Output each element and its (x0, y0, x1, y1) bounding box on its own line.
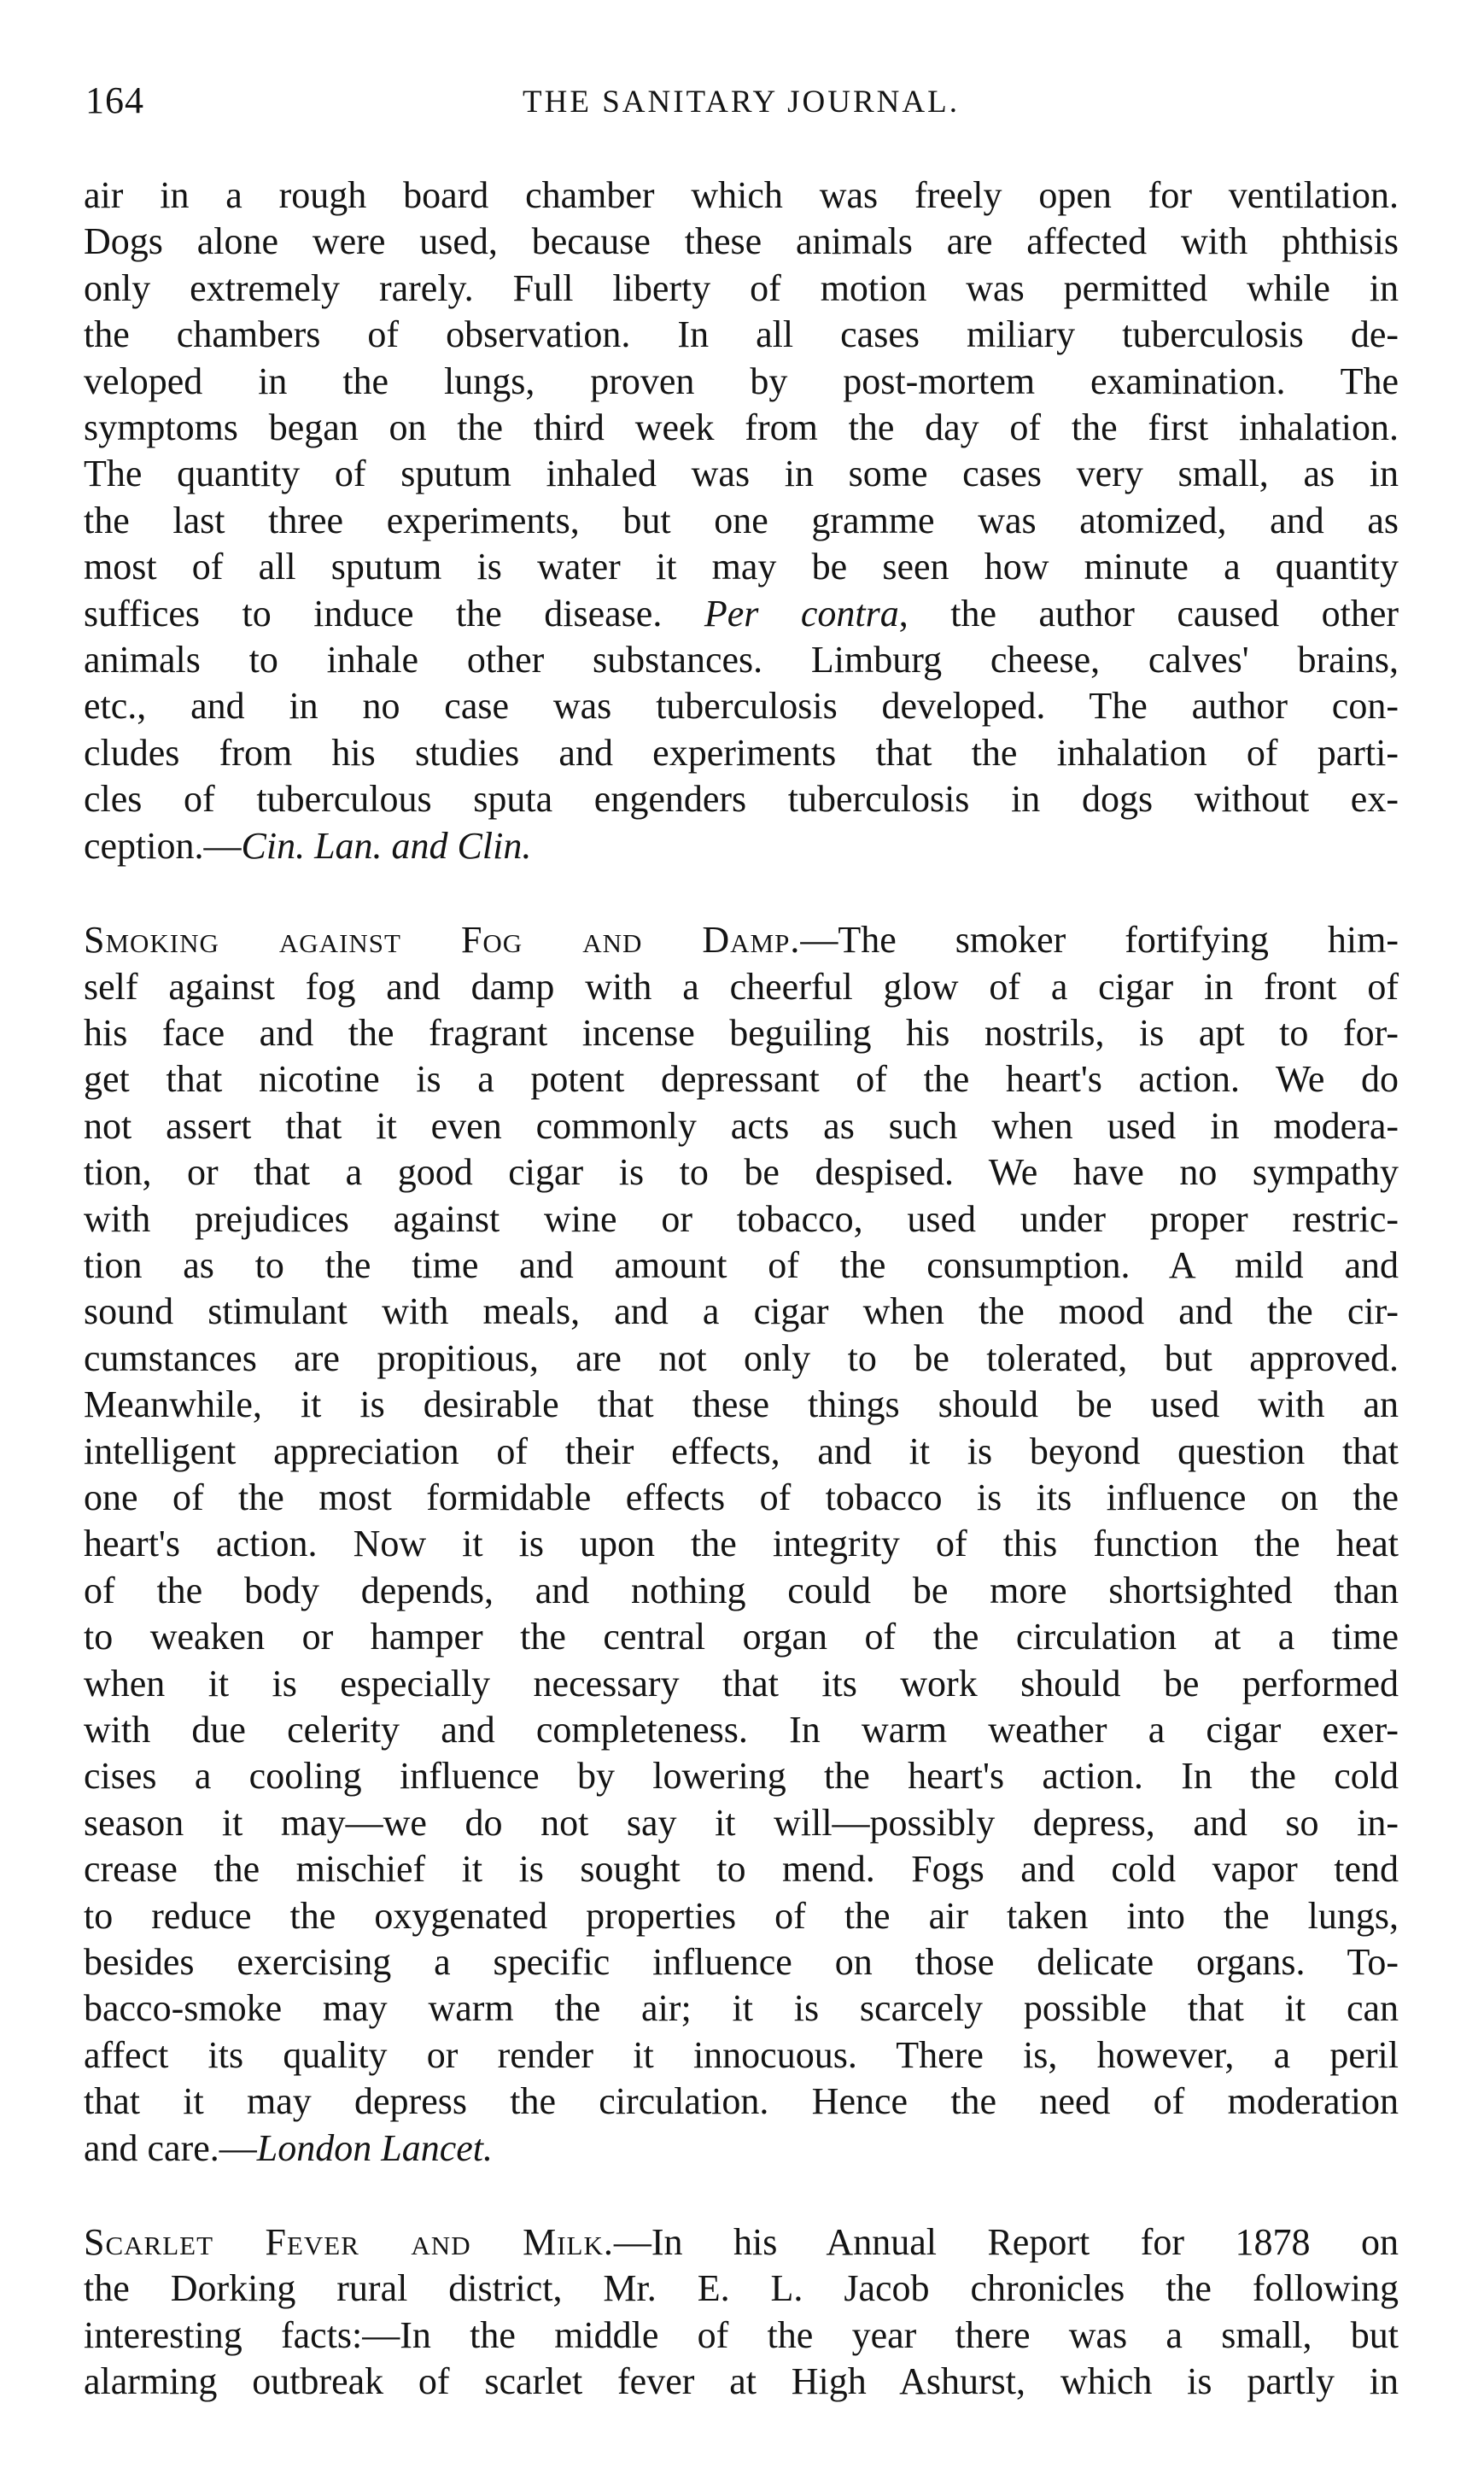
text-segment: —In his Annual Report for 1878 on (613, 2221, 1399, 2264)
text-segment: —The smoker fortifying him- (800, 919, 1399, 962)
text-line: to reduce the oxygenated properties of the air taken into the lungs, (84, 1894, 1399, 1937)
journal-title: THE SANITARY JOURNAL. (523, 85, 960, 120)
text-line (84, 823, 1399, 869)
text-line: one of the most formidable effects of tobacco is its influence on the (84, 1476, 1399, 1518)
text-line: sound stimulant with meals, and a cigar when the mood and the cir- (84, 1290, 1399, 1333)
text-line: the Dorking rural district, Mr. E. L. Jacob chronicles the following (84, 2267, 1399, 2310)
text-line (84, 2126, 1399, 2172)
text-line: bacco-smoke may warm the air; it is scarcely possible that it can (84, 1987, 1399, 2030)
page-number: 164 (85, 79, 144, 121)
text-line: heart's action. Now it is upon the integrity of this function the heat (84, 1523, 1399, 1565)
text-line: most of all sputum is water it may be seen how minute a quantity (84, 546, 1399, 588)
text-line: The quantity of sputum inhaled was in some cases very small, as in (84, 453, 1399, 495)
text-line: cles of tuberculous sputa engenders tuberculosis in dogs without ex- (84, 778, 1399, 821)
text-line: crease the mischief it is sought to mend. Fogs and cold vapor tend (84, 1848, 1399, 1891)
source-citation: Cin. Lan. and Clin. (241, 824, 532, 867)
text-line: when it is especially necessary that its work should be performed (84, 1662, 1399, 1705)
text-line: get that nicotine is a potent depressant of the heart's action. We do (84, 1058, 1399, 1101)
text-line: to weaken or hamper the central organ of the circulation at a time (84, 1616, 1399, 1658)
text-line: that it may depress the circulation. Hence the need of moderation (84, 2080, 1399, 2123)
text-line: of the body depends, and nothing could be more shortsighted than (84, 1569, 1399, 1611)
paragraph-sputum-experiments (84, 172, 1399, 869)
text-line: animals to inhale other substances. Limburg cheese, calves' brains, (84, 639, 1399, 681)
text-line: season it may—we do not say it will—possibly depress, and so in- (84, 1801, 1399, 1844)
article-heading: Smoking against Fog and Damp. (84, 919, 801, 962)
article-smoking-fog-damp (84, 917, 1399, 2172)
text-line: affect its quality or render it innocuous. There is, however, a peril (84, 2033, 1399, 2076)
text-segment: , the author caused other (898, 592, 1399, 634)
text-line: symptoms began on the third week from the day of the first inhalation. (84, 406, 1399, 449)
text-line: cludes from his studies and experiments that the inhalation of parti- (84, 731, 1399, 774)
text-segment: and care.— (84, 2126, 257, 2169)
text-line: not assert that it even commonly acts as such when used in modera- (84, 1104, 1399, 1147)
running-head (84, 79, 1399, 130)
text-line: the last three experiments, but one gramme was atomized, and as (84, 499, 1399, 541)
document-page (84, 79, 1399, 2406)
text-line: his face and the fragrant incense beguiling his nostrils, is apt to for- (84, 1011, 1399, 1054)
text-line: cises a cooling influence by lowering the heart's action. In the cold (84, 1755, 1399, 1798)
text-line: only extremely rarely. Full liberty of motion was permitted while in (84, 266, 1399, 309)
text-line: alarming outbreak of scarlet fever at High Ashurst, which is partly in (84, 2360, 1399, 2403)
text-line: veloped in the lungs, proven by post-mortem examination. The (84, 360, 1399, 402)
source-citation: London Lancet. (256, 2126, 494, 2169)
text-line: with prejudices against wine or tobacco, used under proper restric- (84, 1197, 1399, 1240)
text-line: air in a rough board chamber which was freely open for ventilation. (84, 174, 1399, 216)
text-line: Meanwhile, it is desirable that these things should be used with an (84, 1383, 1399, 1426)
article-scarlet-fever-milk (84, 2219, 1399, 2406)
text-line: the chambers of observation. In all cases miliary tuberculosis de- (84, 313, 1399, 356)
text-line: Dogs alone were used, because these animals are affected with phthisis (84, 220, 1399, 263)
text-line (84, 591, 1399, 637)
text-segment: suffices to induce the disease. (84, 592, 704, 634)
article-heading: Scarlet Fever and Milk. (84, 2221, 614, 2264)
text-line: tion, or that a good cigar is to be despised. We have no sympathy (84, 1151, 1399, 1194)
text-line: besides exercising a specific influence on those delicate organs. To- (84, 1941, 1399, 1984)
text-line: intelligent appreciation of their effects, and it is beyond question that (84, 1430, 1399, 1472)
text-line: with due celerity and completeness. In warm weather a cigar exer- (84, 1709, 1399, 1751)
text-line: self against fog and damp with a cheerful glow of a cigar in front of (84, 965, 1399, 1008)
text-line (84, 917, 1399, 963)
text-line: etc., and in no case was tuberculosis developed. The author con- (84, 685, 1399, 728)
text-segment: ception.— (84, 824, 242, 867)
italic-phrase: Per contra (704, 592, 899, 634)
text-line (84, 2219, 1399, 2266)
text-line: interesting facts:—In the middle of the year there was a small, but (84, 2313, 1399, 2356)
text-line: cumstances are propitious, are not only to be tolerated, but approved. (84, 1336, 1399, 1379)
text-line: tion as to the time and amount of the consumption. A mild and (84, 1243, 1399, 1286)
